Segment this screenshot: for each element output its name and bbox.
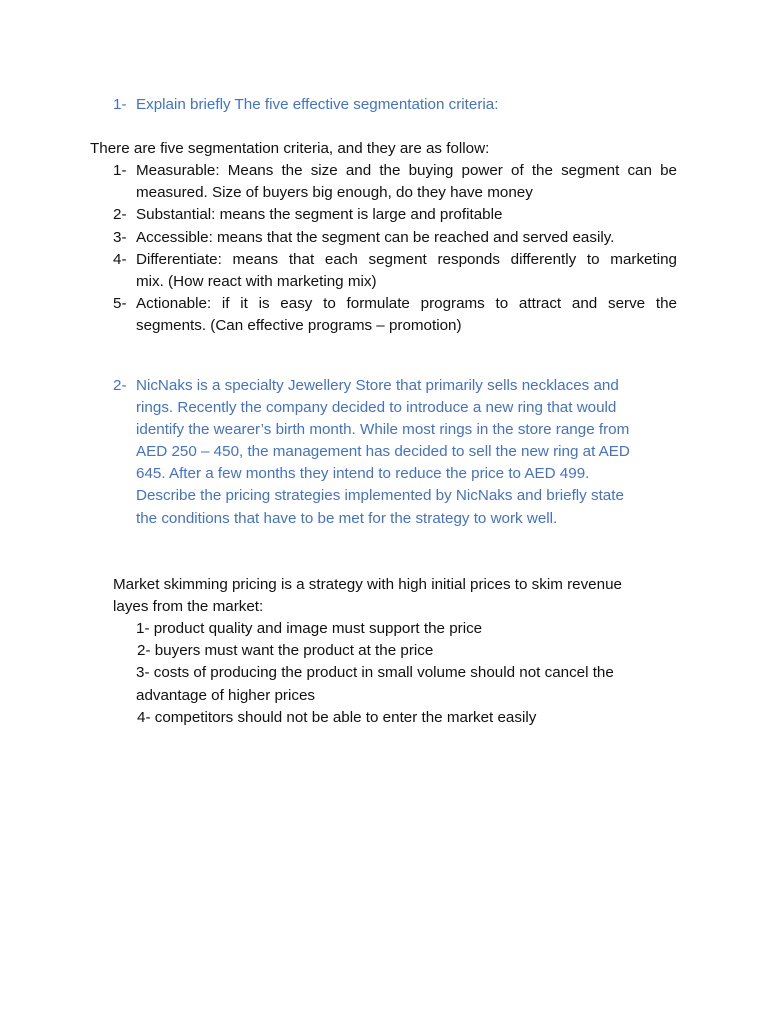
criteria-item-number: 2-	[113, 206, 127, 223]
criteria-item-line: mix. (How react with marketing mix)	[136, 273, 377, 290]
question-2-line: Describe the pricing strategies implemented by NicNaks and briefly state	[136, 487, 624, 504]
question-2-line: AED 250 – 450, the management has decided to sell the new ring at AED	[136, 443, 630, 460]
criteria-item-line: measured. Size of buyers big enough, do they have money	[136, 184, 533, 201]
criteria-item-line: Actionable: if it is easy to formulate programs to attract and serve the	[136, 295, 677, 312]
condition-item: 2- buyers must want the product at the price	[137, 642, 434, 659]
question-2-number: 2-	[113, 377, 127, 394]
answer-1-intro: There are five segmentation criteria, and they are as follow:	[90, 140, 490, 157]
criteria-item-line: Substantial: means the segment is large and profitable	[136, 206, 503, 223]
question-1-number: 1-	[113, 96, 127, 113]
criteria-item-line: Measurable: Means the size and the buying power of the segment can be	[136, 162, 677, 179]
condition-item: 1- product quality and image must support the price	[136, 620, 483, 637]
criteria-item-number: 3-	[113, 229, 127, 246]
question-2-line: 645. After a few months they intend to reduce the price to AED 499.	[136, 465, 590, 482]
question-2-line: rings. Recently the company decided to introduce a new ring that would	[136, 399, 617, 416]
question-2-line: identify the wearer’s birth month. While most rings in the store range from	[136, 421, 630, 438]
criteria-item-line: segments. (Can effective programs – promotion)	[136, 317, 462, 334]
condition-item: advantage of higher prices	[136, 687, 315, 704]
question-1-text: Explain briefly The five effective segmentation criteria:	[136, 96, 499, 113]
criteria-item-number: 5-	[113, 295, 127, 312]
condition-item: 3- costs of producing the product in small volume should not cancel the	[136, 664, 614, 681]
criteria-item-number: 4-	[113, 251, 127, 268]
criteria-item-line: Differentiate: means that each segment responds differently to marketing	[136, 251, 677, 268]
answer-2-intro-line: layes from the market:	[113, 598, 264, 615]
answer-2-intro-line: Market skimming pricing is a strategy with high initial prices to skim revenue	[113, 576, 622, 593]
condition-item: 4- competitors should not be able to enter the market easily	[137, 709, 537, 726]
criteria-item-line: Accessible: means that the segment can be reached and served easily.	[136, 229, 615, 246]
question-2-line: NicNaks is a specialty Jewellery Store that primarily sells necklaces and	[136, 377, 619, 394]
question-2-line: the conditions that have to be met for the strategy to work well.	[136, 510, 558, 527]
criteria-item-number: 1-	[113, 162, 127, 179]
